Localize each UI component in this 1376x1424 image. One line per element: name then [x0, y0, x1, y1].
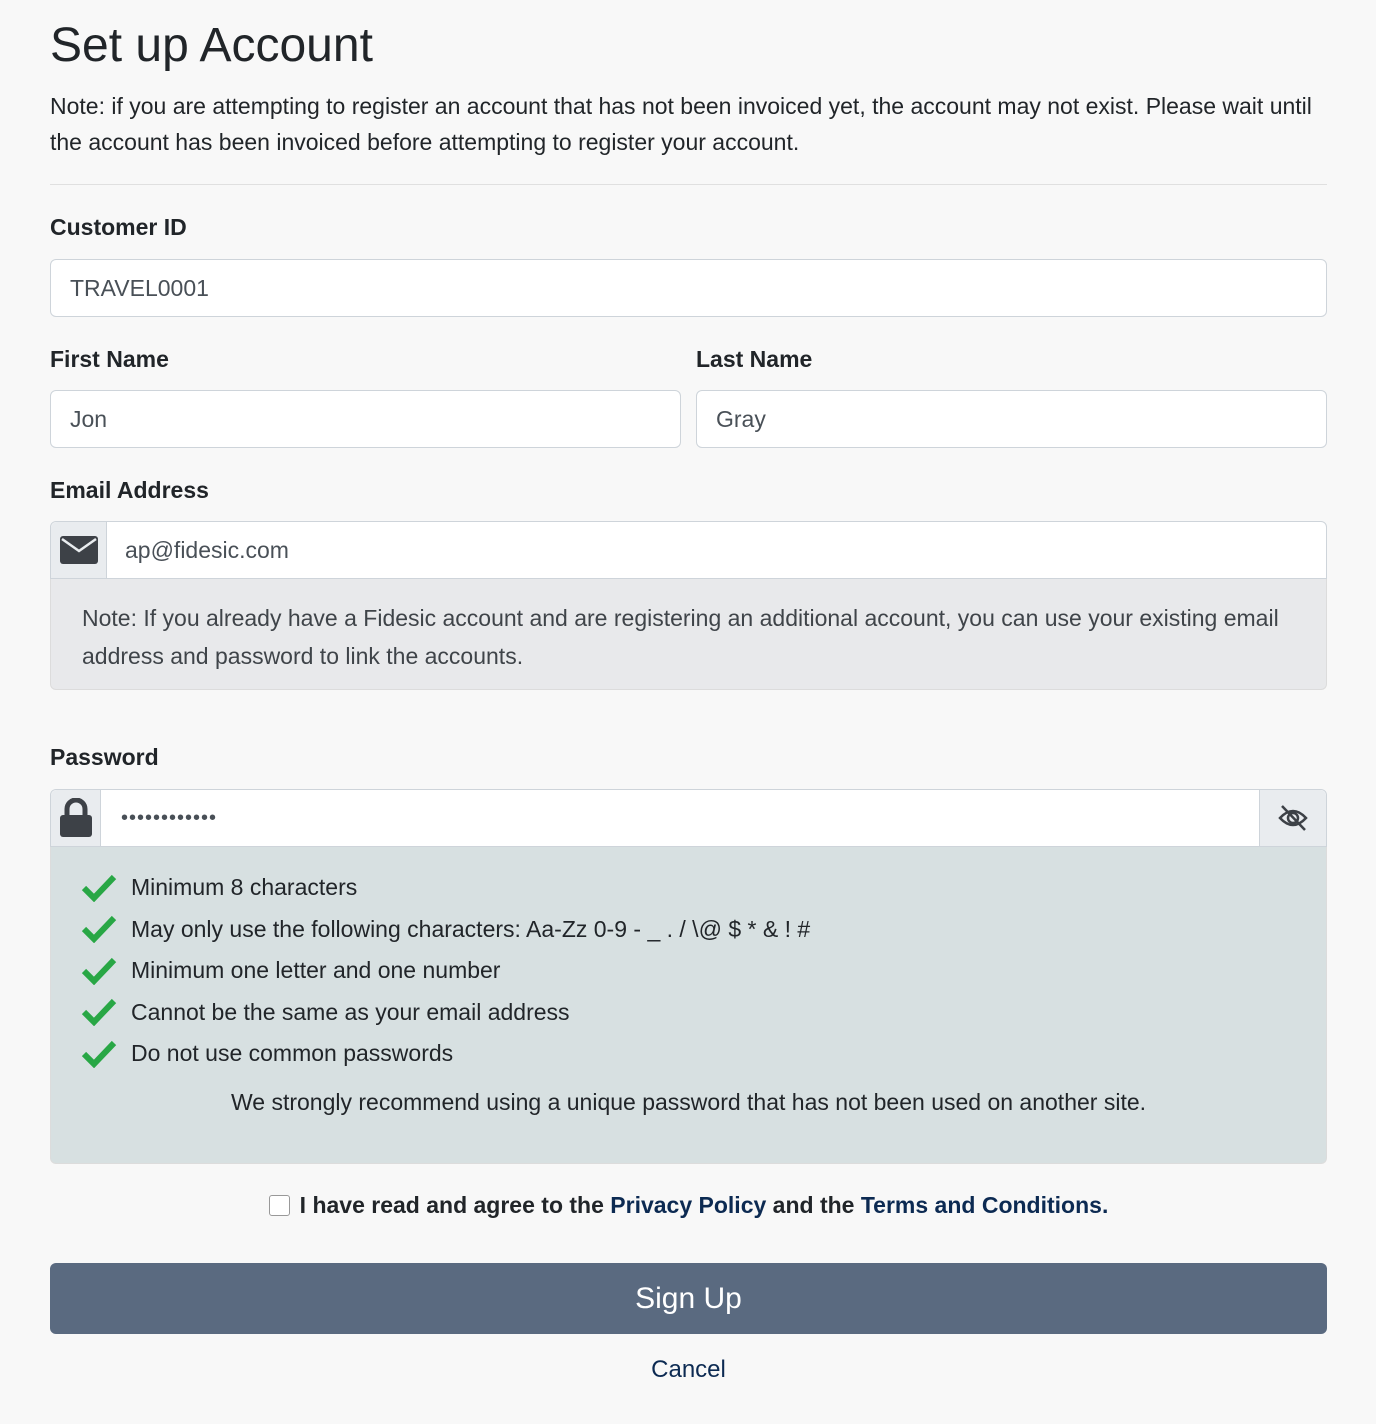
agree-row — [50, 1192, 1327, 1219]
rule-text: Minimum one letter and one number — [131, 957, 501, 984]
envelope-icon — [51, 522, 107, 578]
password-rule — [81, 867, 1296, 909]
lock-icon — [51, 790, 101, 846]
divider — [50, 184, 1327, 185]
password-recommendation: We strongly recommend using a unique password that has not been used on another site. — [230, 1088, 1147, 1115]
cancel-link[interactable]: Cancel — [651, 1356, 726, 1383]
password-rule — [81, 1033, 1296, 1075]
rule-text: Do not use common passwords — [131, 1040, 454, 1067]
agree-text-middle: and the — [766, 1192, 861, 1218]
customer-id-input[interactable]: TRAVEL0001 — [50, 259, 1327, 317]
last-name-label: Last Name — [696, 346, 813, 372]
check-icon — [81, 915, 117, 943]
password-input[interactable]: •••••••••••• — [121, 806, 218, 829]
password-rule — [81, 992, 1296, 1034]
check-icon — [81, 874, 117, 902]
email-group — [50, 521, 1327, 579]
agree-text: I have read and agree to the — [299, 1192, 611, 1218]
customer-id-label: Customer ID — [50, 214, 187, 240]
password-rules — [50, 847, 1327, 1164]
first-name-label: First Name — [50, 346, 169, 372]
first-name-input[interactable]: Jon — [50, 390, 681, 448]
sign-up-button[interactable]: Sign Up — [50, 1263, 1327, 1334]
email-note: Note: If you already have a Fidesic account and are registering an additional account, you can use your existing email address and password to link the accounts. — [50, 579, 1327, 690]
check-icon — [81, 957, 117, 985]
agree-checkbox[interactable] — [269, 1195, 290, 1216]
rule-text: Minimum 8 characters — [131, 874, 358, 901]
eye-slash-icon[interactable] — [1259, 790, 1326, 846]
last-name-input[interactable]: Gray — [696, 390, 1327, 448]
password-rule — [81, 950, 1296, 992]
password-group — [50, 789, 1327, 847]
password-rule — [81, 909, 1296, 951]
rule-text: Cannot be the same as your email address — [131, 998, 570, 1025]
check-icon — [81, 998, 117, 1026]
email-input[interactable]: ap@fidesic.com — [125, 536, 289, 563]
privacy-policy-link[interactable]: Privacy Policy — [610, 1192, 767, 1218]
terms-link[interactable]: Terms and Conditions — [860, 1192, 1102, 1218]
agree-suffix: . — [1101, 1192, 1109, 1218]
rule-text: May only use the following characters: Aa-Zz 0-9 - _ . / \@ $ * & ! # — [131, 915, 811, 942]
check-icon — [81, 1040, 117, 1068]
password-label: Password — [50, 744, 159, 770]
page-title: Set up Account — [50, 19, 373, 72]
email-label: Email Address — [50, 477, 209, 503]
invoice-note: Note: if you are attempting to register an account that has not been invoiced yet, the account may not exist. Please wait until the account has been invoiced before attempting to register your account. — [50, 93, 1312, 155]
